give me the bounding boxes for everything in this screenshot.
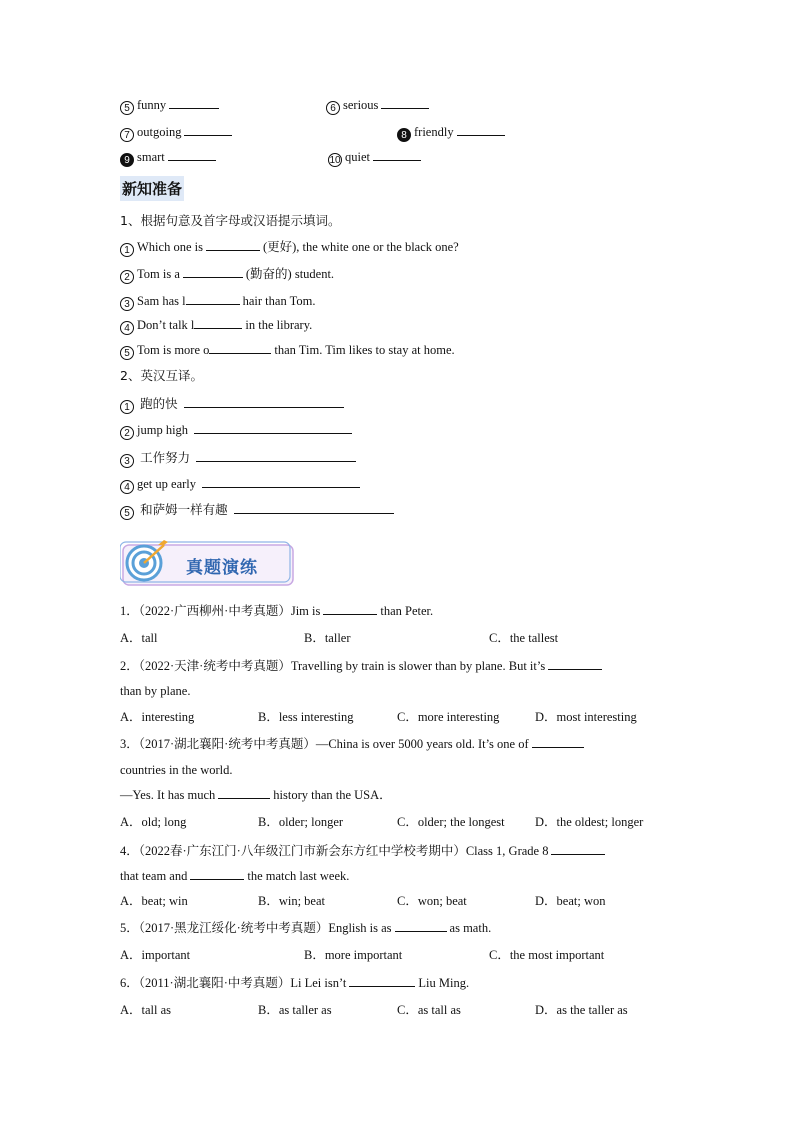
answer-blank[interactable] [218, 787, 270, 799]
option-b[interactable]: B．less interesting [258, 710, 354, 724]
item-text: 跑的快 [140, 396, 178, 411]
vocab-word: smart [137, 150, 165, 164]
section-banner [120, 539, 296, 589]
number-badge: 9 [120, 153, 134, 167]
stem-text: 5．（2017·黑龙江绥化·统考中考真题）English is as [120, 921, 392, 935]
option-c[interactable]: C．the tallest [489, 631, 559, 645]
stem-text: that team and [120, 869, 188, 883]
stem-text: 2．（2022·天津·统考中考真题）Travelling by train is slower than by plane. But it’s [120, 659, 546, 673]
answer-blank[interactable] [169, 97, 219, 109]
number-badge: 3 [120, 454, 134, 468]
question-continuation [120, 787, 392, 803]
answer-blank[interactable] [184, 124, 232, 136]
answer-blank[interactable] [395, 920, 447, 932]
item-text: 工作努力 [140, 450, 191, 465]
item-text: jump high [137, 423, 189, 437]
number-badge: 4 [120, 480, 134, 494]
option-c[interactable]: C．won; beat [397, 894, 467, 908]
option-b[interactable]: B．more important [304, 948, 403, 962]
answer-blank[interactable] [184, 396, 344, 408]
item-text: (更好), the white one or the black one? [262, 240, 459, 254]
exercise-title: 2、英汉互译。 [120, 368, 203, 383]
answer-blank[interactable] [206, 239, 260, 251]
option-b[interactable]: B．older; longer [258, 815, 344, 829]
option-a[interactable]: A．beat; win [120, 894, 188, 908]
option-a[interactable]: A．tall [120, 631, 158, 645]
item-text: Which one is [137, 240, 203, 254]
option-c[interactable]: C．more interesting [397, 710, 500, 724]
answer-blank[interactable] [457, 124, 505, 136]
answer-blank[interactable] [202, 476, 360, 488]
option-d[interactable]: D．most interesting [535, 710, 637, 724]
item-text: hair than Tom. [242, 294, 316, 308]
translate-item [120, 396, 347, 414]
item-text: than Tim. Tim likes to stay at home. [274, 343, 455, 357]
vocab-word: quiet [345, 150, 370, 164]
question-continuation [120, 868, 349, 884]
stem-text: —Yes. It has much [120, 788, 216, 802]
number-badge: 7 [120, 128, 134, 142]
vocab-item [328, 149, 424, 167]
question-continuation: countries in the world. [120, 763, 233, 777]
stem-text: 3．（2017·湖北襄阳·统考中考真题）—China is over 5000 years old. It’s one of [120, 737, 529, 751]
number-badge: 2 [120, 270, 134, 284]
answer-blank[interactable] [548, 658, 602, 670]
answer-blank[interactable] [373, 149, 421, 161]
number-badge: 5 [120, 506, 134, 520]
vocab-item [326, 97, 432, 115]
number-badge: 8 [397, 128, 411, 142]
vocab-word: serious [343, 98, 379, 112]
number-badge: 10 [329, 155, 341, 166]
fill-item [120, 239, 459, 257]
item-text: 和萨姆一样有趣 [140, 502, 228, 517]
vocab-item [120, 149, 219, 167]
question-stem [120, 843, 608, 859]
option-a[interactable]: A．interesting [120, 710, 195, 724]
item-text: (勤奋的) student. [245, 267, 335, 281]
answer-blank[interactable] [186, 293, 240, 305]
item-text: Don’t talk l [137, 318, 195, 332]
question-stem [120, 975, 469, 991]
number-badge: 1 [120, 243, 134, 257]
answer-blank[interactable] [532, 736, 584, 748]
vocab-word: friendly [414, 125, 454, 139]
translate-item [120, 450, 359, 468]
fill-item [120, 293, 315, 311]
translate-item [120, 476, 363, 494]
answer-blank[interactable] [209, 342, 271, 354]
number-badge: 5 [120, 346, 134, 360]
stem-text: the match last week. [247, 869, 350, 883]
item-text: in the library. [245, 318, 313, 332]
vocab-word: funny [137, 98, 167, 112]
option-c[interactable]: C．the most important [489, 948, 605, 962]
option-a[interactable]: A．old; long [120, 815, 187, 829]
stem-text: than Peter. [380, 604, 434, 618]
stem-text: 6．（2011·湖北襄阳·中考真题）Li Lei isn’t [120, 976, 347, 990]
number-badge: 2 [120, 426, 134, 440]
option-d[interactable]: D．the oldest; longer [535, 815, 644, 829]
exercise-title: 1、根据句意及首字母或汉语提示填词。 [120, 213, 341, 228]
stem-text: as math. [449, 921, 492, 935]
vocab-item [397, 124, 508, 142]
option-b[interactable]: B．as taller as [258, 1003, 332, 1017]
stem-text: history than the USA． [273, 788, 392, 802]
answer-blank[interactable] [323, 603, 377, 615]
translate-item [120, 422, 355, 440]
option-a[interactable]: A．tall as [120, 1003, 172, 1017]
translate-item [120, 502, 397, 520]
number-badge: 4 [120, 321, 134, 335]
stem-text: 1．（2022·广西柳州·中考真题）Jim is [120, 604, 321, 618]
option-b[interactable]: B．win; beat [258, 894, 326, 908]
option-c[interactable]: C．older; the longest [397, 815, 505, 829]
answer-blank[interactable] [196, 450, 356, 462]
item-text: Tom is a [137, 267, 180, 281]
question-stem [120, 603, 433, 619]
answer-blank[interactable] [349, 975, 415, 987]
item-text: get up early [137, 477, 197, 491]
stem-text: Liu Ming. [418, 976, 470, 990]
option-c[interactable]: C．as tall as [397, 1003, 461, 1017]
answer-blank[interactable] [194, 317, 242, 329]
item-text: Sam has l [137, 294, 186, 308]
question-stem [120, 920, 491, 936]
item-text: Tom is more o [137, 343, 210, 357]
fill-item [120, 342, 455, 360]
answer-blank[interactable] [194, 422, 352, 434]
option-d[interactable]: D．beat; won [535, 894, 606, 908]
answer-blank[interactable] [381, 97, 429, 109]
section-title: 新知准备 [120, 176, 184, 201]
vocab-item [120, 124, 235, 142]
fill-item [120, 266, 334, 284]
answer-blank[interactable] [183, 266, 243, 278]
banner-title: 真题演练 [186, 558, 258, 578]
number-badge: 1 [120, 400, 134, 414]
number-badge: 3 [120, 297, 134, 311]
option-d[interactable]: D．as the taller as [535, 1003, 628, 1017]
answer-blank[interactable] [190, 868, 244, 880]
question-continuation: than by plane. [120, 684, 191, 698]
answer-blank[interactable] [234, 502, 394, 514]
vocab-item [120, 97, 222, 115]
vocab-word: outgoing [137, 125, 182, 139]
question-stem [120, 736, 587, 752]
option-b[interactable]: B．taller [304, 631, 351, 645]
stem-text: 4．（2022春·广东江门·八年级江门市新会东方红中学校考期中）Class 1, Grade 8 [120, 844, 549, 858]
question-stem [120, 658, 605, 674]
fill-item [120, 317, 312, 335]
number-badge: 6 [326, 101, 340, 115]
answer-blank[interactable] [551, 843, 605, 855]
answer-blank[interactable] [168, 149, 216, 161]
number-badge: 5 [120, 101, 134, 115]
option-a[interactable]: A．important [120, 948, 191, 962]
